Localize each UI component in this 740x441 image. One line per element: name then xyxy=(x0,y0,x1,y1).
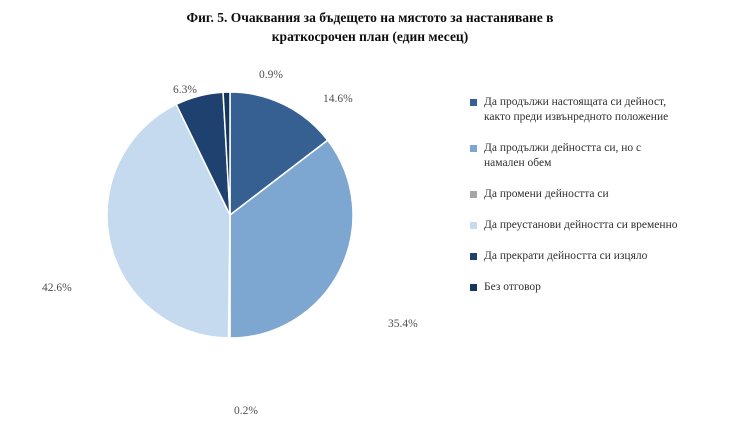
legend xyxy=(470,95,738,311)
legend-item-change-activity[interactable] xyxy=(470,187,738,202)
legend-swatch-icon xyxy=(470,145,477,152)
legend-label: Да прекрати дейността си изцяло xyxy=(484,250,648,262)
slice-label-suspend-temporarily: 42.6% xyxy=(42,282,72,294)
legend-swatch-icon xyxy=(470,253,477,260)
slice-label-no-answer: 0.9% xyxy=(259,69,283,81)
legend-swatch-icon xyxy=(470,222,477,229)
legend-label xyxy=(484,95,668,125)
chart-title xyxy=(0,8,740,46)
legend-label xyxy=(484,141,641,171)
legend-label-line-1: Да продължи настоящата си дейност, xyxy=(484,96,667,108)
legend-item-no-answer[interactable] xyxy=(470,280,738,295)
legend-label-line-2: намален обем xyxy=(484,157,552,169)
slice-label-terminate: 6.3% xyxy=(173,84,197,96)
legend-item-suspend-temporarily[interactable] xyxy=(470,218,738,233)
legend-swatch-icon xyxy=(470,284,477,291)
slice-label-reduced-volume: 35.4% xyxy=(388,318,418,330)
pie-svg xyxy=(105,90,355,340)
pie-graphic xyxy=(105,90,355,340)
pie-chart xyxy=(0,60,470,441)
slice-label-continue-as-before: 14.6% xyxy=(323,93,353,105)
legend-label: Без отговор xyxy=(484,281,541,293)
legend-item-terminate[interactable] xyxy=(470,249,738,264)
chart-title-line-1: Фиг. 5. Очаквания за бъдещето на мястото за настаняване в xyxy=(186,10,554,25)
legend-swatch-icon xyxy=(470,99,477,106)
legend-item-continue-as-before[interactable] xyxy=(470,95,738,125)
slice-label-change-activity: 0.2% xyxy=(234,405,258,417)
legend-label-line-2: както преди извънредното положение xyxy=(484,111,669,123)
legend-item-reduced-volume[interactable] xyxy=(470,141,738,171)
legend-label: Да промени дейността си xyxy=(484,188,609,200)
legend-swatch-icon xyxy=(470,191,477,198)
legend-label-line-1: Да продължи дейността си, но с xyxy=(484,142,642,154)
chart-title-line-2: краткосрочен план (един месец) xyxy=(271,29,469,44)
legend-label: Да преустанови дейността си временно xyxy=(484,219,678,231)
